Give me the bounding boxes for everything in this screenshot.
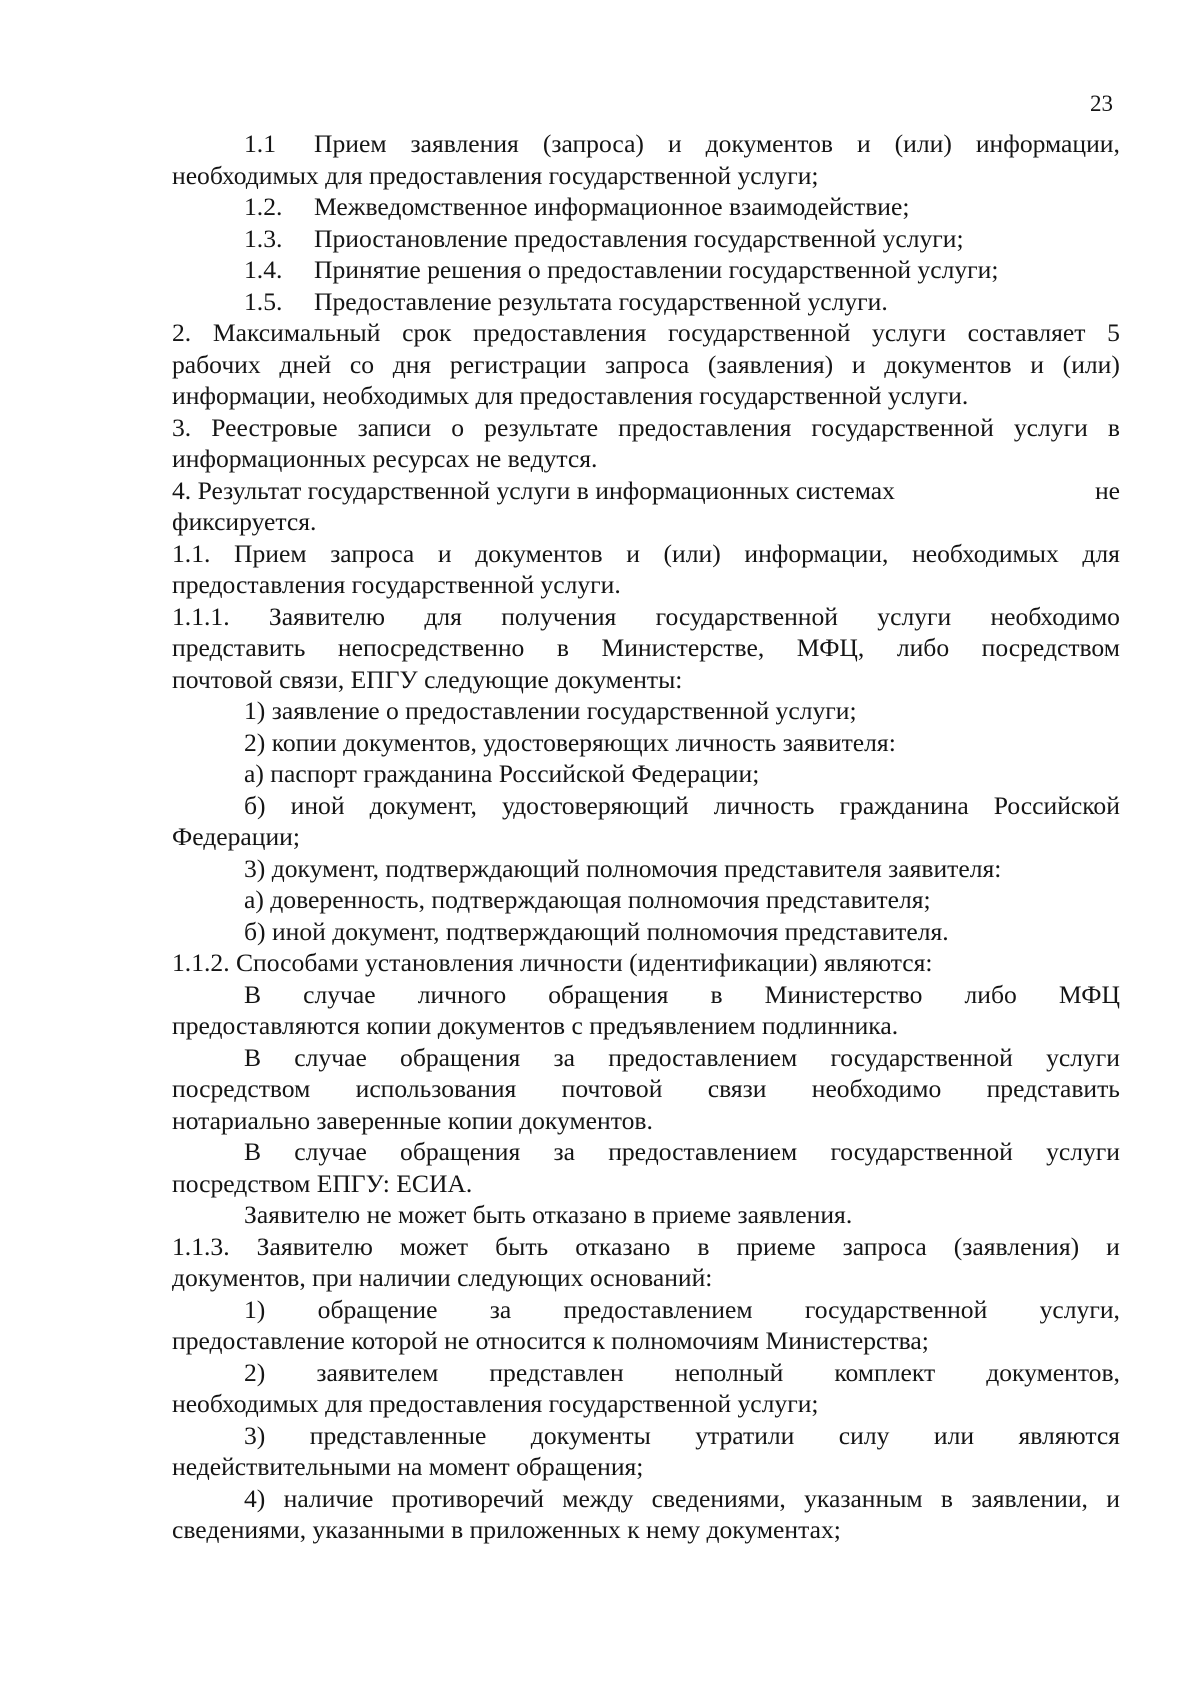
word: может	[399, 1231, 469, 1261]
word: и	[1106, 1231, 1120, 1261]
word: силу	[838, 1420, 890, 1450]
word: услуги	[1046, 1137, 1120, 1166]
list-item-3b: б) иной документ, подтверждающий полномочия представителя.	[244, 916, 949, 946]
word: необходимых	[912, 538, 1059, 568]
word: 1.1.	[172, 538, 211, 568]
word: и	[626, 538, 640, 568]
item-number: 1.2.	[244, 192, 283, 221]
word: запроса	[605, 349, 690, 379]
word: заявлении,	[971, 1483, 1088, 1513]
section-1-1-1-line-1	[172, 601, 1120, 633]
word: или	[933, 1420, 975, 1450]
word: обращения	[400, 1042, 521, 1072]
section-1-1-heading-line-2: предоставления государственной услуги.	[172, 570, 621, 599]
word: 2)	[244, 1357, 266, 1387]
word: Министерство	[764, 979, 923, 1009]
word: результате	[484, 412, 599, 442]
word: в	[697, 1231, 710, 1261]
word: МФЦ,	[796, 633, 865, 662]
word: противоречий	[391, 1483, 544, 1513]
word: услуги	[1046, 1042, 1120, 1072]
word: запроса	[330, 538, 415, 568]
word: 2.	[172, 318, 192, 347]
word: услуги,	[1039, 1294, 1120, 1324]
refusal-item-4-line-2: сведениями, указанными в приложенных к нему документах;	[172, 1515, 841, 1544]
refusal-item-1-line-2: предоставление которой не относится к полномочиям Министерства;	[172, 1326, 929, 1355]
word: и	[851, 349, 866, 379]
word: предоставлением	[563, 1294, 753, 1324]
word: в	[710, 979, 723, 1009]
word: Прием	[234, 538, 307, 568]
word: 1.1.1.	[172, 601, 230, 631]
paragraph-4-line-1	[172, 475, 1120, 507]
word: (или)	[663, 538, 721, 568]
paragraph-4-line-2: фиксируется.	[172, 507, 317, 536]
paragraph-2-line-1	[172, 317, 1120, 349]
word: документов	[884, 349, 1012, 379]
word: рабочих	[172, 349, 261, 379]
word: в	[556, 633, 569, 662]
word: представлен	[489, 1357, 624, 1387]
paragraph-2-line-2	[172, 349, 1120, 381]
item-1-4	[172, 254, 1120, 286]
word: предоставления	[618, 412, 792, 442]
word: Российской	[993, 790, 1120, 820]
word: обращение	[317, 1294, 438, 1324]
section-1-1-2-para-2-line-1	[172, 1042, 1120, 1074]
word: либо	[964, 979, 1017, 1009]
section-1-1-2-heading: 1.1.2. Способами установления личности (идентификации) являются:	[172, 948, 933, 977]
word: услуги	[877, 601, 952, 631]
word: и	[1106, 1483, 1120, 1513]
section-1-1-2-para-3-line-1	[172, 1136, 1120, 1168]
word: заявителем	[316, 1357, 439, 1387]
item-number: 1.4.	[244, 255, 283, 284]
word: либо	[896, 633, 950, 662]
word: документов,	[986, 1357, 1120, 1387]
justified-words	[314, 128, 1120, 160]
word: МФЦ	[1058, 979, 1120, 1009]
item-text: Предоставление результата государственной услуги.	[314, 286, 888, 316]
item-number: 1.1	[244, 129, 276, 158]
word: Заявителю	[256, 1231, 373, 1261]
list-item-2b-line-1	[172, 790, 1120, 822]
word: о	[451, 412, 465, 442]
word: дня	[392, 349, 432, 379]
section-1-1-2-para-1-line-1	[172, 979, 1120, 1011]
word: Заявителю	[268, 601, 386, 631]
word: посредством	[172, 1074, 311, 1103]
word: являются	[1018, 1420, 1120, 1450]
section-1-1-2-para-4: Заявителю не может быть отказано в приеме заявления.	[244, 1200, 853, 1229]
word: случае	[294, 1137, 367, 1166]
word: регистрации	[449, 349, 587, 379]
word: 3.	[172, 412, 192, 442]
section-1-1-1-line-2	[172, 632, 1120, 664]
word: отказано	[575, 1231, 671, 1261]
refusal-item-2-line-1	[172, 1357, 1120, 1389]
word: утратили	[695, 1420, 795, 1450]
paragraph-4-text: 4. Результат государственной услуги в информационных системах	[172, 475, 895, 505]
word: Прием	[314, 129, 387, 158]
paragraph-4-tail: не	[1094, 475, 1120, 505]
section-1-1-2-para-1-line-2: предоставляются копии документов с предъявлением подлинника.	[172, 1011, 899, 1040]
word: необходимо	[990, 601, 1120, 631]
word: случае	[303, 979, 376, 1009]
word: государственной	[830, 1042, 1013, 1072]
word: представить	[986, 1074, 1120, 1103]
section-1-1-2-para-2-line-2	[172, 1073, 1120, 1105]
word: представленные	[309, 1420, 487, 1450]
word: б)	[244, 790, 266, 820]
word: Министерстве,	[601, 633, 765, 662]
item-1-1-line-1	[172, 128, 1120, 160]
list-item-1: 1) заявление о предоставлении государственной услуги;	[244, 696, 857, 725]
word: гражданина	[839, 790, 969, 820]
word: удостоверяющий	[501, 790, 689, 820]
word: личного	[417, 979, 507, 1009]
word: информации,	[744, 538, 889, 568]
word: услуги	[872, 318, 946, 347]
word: государственной	[804, 1294, 988, 1324]
word: в	[1107, 412, 1120, 442]
word: (или)	[1062, 349, 1120, 379]
word: документов	[705, 129, 833, 158]
word: указанным	[804, 1483, 923, 1513]
item-1-2	[172, 191, 1120, 223]
word: 1.1.3.	[172, 1231, 230, 1261]
word: документы	[530, 1420, 651, 1450]
word: информации,	[975, 129, 1120, 158]
word: услуги	[1013, 412, 1088, 442]
word: Максимальный	[212, 318, 381, 347]
word: для	[1082, 538, 1120, 568]
word: 3)	[244, 1420, 266, 1450]
item-1-1-line-2: необходимых для предоставления государственной услуги;	[172, 160, 819, 190]
word: посредством	[981, 633, 1120, 662]
word: государственной	[655, 601, 838, 631]
word: В	[244, 1137, 262, 1166]
word: со	[349, 349, 375, 379]
word: за	[553, 1137, 575, 1166]
item-number: 1.5.	[244, 286, 283, 316]
document-body	[172, 128, 1120, 1546]
word: и	[437, 538, 452, 568]
word: за	[553, 1042, 575, 1072]
word: обращения	[400, 1137, 521, 1166]
word: срок	[402, 318, 452, 347]
list-item-2: 2) копии документов, удостоверяющих личность заявителя:	[244, 727, 896, 757]
item-1-5	[172, 286, 1120, 318]
list-item-3a: а) доверенность, подтверждающая полномочия представителя;	[244, 885, 931, 914]
word: получения	[501, 601, 617, 631]
item-1-3	[172, 223, 1120, 255]
word: и	[856, 129, 871, 158]
word: личность	[713, 790, 815, 820]
refusal-item-2-line-2: необходимых для предоставления государственной услуги;	[172, 1389, 819, 1418]
word: сведениями,	[651, 1483, 786, 1513]
word: почтовой	[561, 1074, 663, 1103]
word: государственной	[811, 412, 994, 442]
page-number: 23	[1090, 91, 1113, 116]
word: обращения	[548, 979, 669, 1009]
word: неполный	[674, 1357, 784, 1387]
word: наличие	[283, 1483, 374, 1513]
word: быть	[495, 1231, 549, 1261]
word: представить	[172, 633, 306, 662]
word: (запроса)	[542, 129, 644, 158]
refusal-item-3-line-2: недействительными на момент обращения;	[172, 1452, 644, 1481]
section-1-1-2-para-2-line-3: нотариально заверенные копии документов.	[172, 1105, 653, 1135]
section-1-1-3-line-2: документов, при наличии следующих оснований:	[172, 1263, 713, 1292]
word: 4)	[244, 1483, 266, 1513]
word: необходимо	[811, 1074, 942, 1103]
refusal-item-1-line-1	[172, 1294, 1120, 1326]
word: и	[1030, 349, 1044, 379]
word: иной	[290, 790, 345, 820]
word: использования	[355, 1074, 517, 1103]
word: государственной	[668, 318, 851, 347]
word: дней	[279, 349, 332, 379]
word: В	[244, 1042, 262, 1072]
word: приеме	[736, 1231, 816, 1261]
refusal-item-3-line-1	[172, 1420, 1120, 1452]
word: за	[489, 1294, 512, 1324]
word: В	[244, 979, 262, 1009]
paragraph-2-line-3: информации, необходимых для предоставления государственной услуги.	[172, 381, 969, 410]
word: и	[667, 129, 682, 158]
word: (заявления)	[953, 1231, 1080, 1261]
item-text: Приостановление предоставления государственной услуги;	[314, 223, 964, 253]
word: между	[562, 1483, 634, 1513]
item-text: Принятие решения о предоставлении государственной услуги;	[314, 255, 999, 284]
word: заявления	[410, 129, 519, 158]
item-number: 1.3.	[244, 223, 283, 253]
list-item-3: 3) документ, подтверждающий полномочия представителя заявителя:	[244, 853, 1002, 883]
word: (заявления)	[707, 349, 834, 379]
word: предоставления	[473, 318, 647, 347]
word: комплект	[834, 1357, 936, 1387]
word: в	[940, 1483, 953, 1513]
word: Реестровые	[211, 412, 338, 442]
word: запроса	[842, 1231, 927, 1261]
section-1-1-2-para-3-line-2: посредством ЕПГУ: ЕСИА.	[172, 1168, 473, 1198]
word: 5	[1107, 318, 1120, 347]
section-1-1-1-line-3: почтовой связи, ЕПГУ следующие документы:	[172, 664, 683, 694]
word: (или)	[894, 129, 952, 158]
section-1-1-heading-line-1	[172, 538, 1120, 570]
word: 1)	[244, 1294, 266, 1324]
item-text: Межведомственное информационное взаимодействие;	[314, 192, 910, 221]
list-item-2b-line-2: Федерации;	[172, 822, 300, 851]
paragraph-3-line-2: информационных ресурсах не ведутся.	[172, 444, 598, 473]
word: случае	[294, 1042, 367, 1072]
word: связи	[707, 1074, 767, 1103]
refusal-item-4-line-1	[172, 1483, 1120, 1515]
word: документов	[475, 538, 603, 568]
word: предоставлением	[608, 1042, 798, 1072]
word: записи	[357, 412, 432, 442]
list-item-2a: а) паспорт гражданина Российской Федерации;	[244, 759, 760, 788]
word: непосредственно	[337, 633, 525, 662]
paragraph-3-line-1	[172, 412, 1120, 444]
word: предоставлением	[608, 1137, 798, 1166]
word: государственной	[830, 1137, 1013, 1166]
section-1-1-3-line-1	[172, 1231, 1120, 1263]
word: документ,	[369, 790, 477, 820]
word: для	[424, 601, 462, 631]
word: составляет	[967, 318, 1086, 347]
